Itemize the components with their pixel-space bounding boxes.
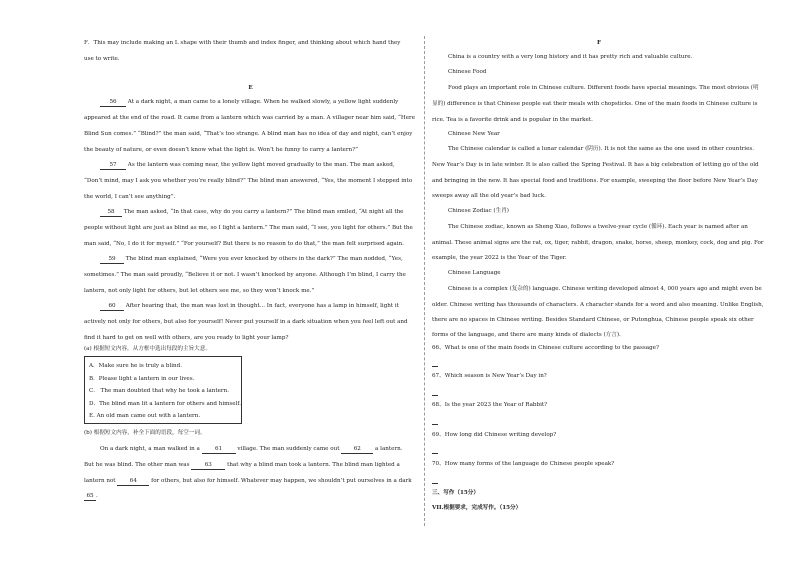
blank-64[interactable]: 64 [117, 478, 149, 486]
f-line-8: New Year’s Day is in late winter. It is also called the Spring Festival. It has a big celebration of letting go of the old [432, 162, 759, 168]
answer-line-67[interactable] [432, 395, 438, 396]
question-68: 68、Is the year 2023 the Year of Rabbit? [432, 402, 548, 408]
para56-line-1 [84, 99, 417, 107]
para58-text: The man asked, “In that case, why do you carry a lantern?” The blind man smiled, “At night all the [123, 209, 404, 215]
f-line-3: Food plays an important role in Chinese culture. Different foods have special meanings. The most obvious (明 [448, 85, 759, 91]
para57-line-2: “Don’t mind, may I ask you whether you’re really blind?” The blind man answered, “Yes, the moment I stepped into [84, 178, 413, 184]
para58-line-3: man said, “No, I do it for myself.” “For yourself? But there is no reason to do that,” the man felt surprised again. [84, 241, 404, 247]
para56-line-2: appeared at the end of the road. It came from a lantern which was carried by a man. A villager near him said, “Here [84, 115, 415, 121]
answer-line-69[interactable] [432, 453, 438, 454]
blank-62[interactable]: 62 [341, 446, 373, 454]
para56-line-3: Blind Sun comes.” “Blind?” the man said, “That’s too strange. A blind man has no idea of day and night, can’t enjoy [84, 131, 413, 137]
summary-line-2 [84, 462, 417, 470]
summary-line-4 [84, 493, 417, 501]
f-line-14: example, the year 2022 is the Year of the Tiger. [432, 255, 567, 261]
para57-line-3: the world, I can’t see anything”. [84, 194, 176, 200]
f-line-13: animal. These animal signs are the rat, ox, tiger, rabbit, dragon, snake, horse, sheep, monkey, cock, dog and pig. For [432, 240, 764, 246]
question-67: 67、Which season is New Year’s Day in? [432, 373, 547, 379]
para60-line-2: actively not only for others, but also for yourself! Never put yourself in a dark situation when you feel left out and [84, 319, 408, 325]
option-c: C． The man doubted that why he took a lantern. [89, 388, 229, 395]
summary-text: On a dark night, a man walked in a [100, 446, 202, 452]
heading-chinese-new-year: Chinese New Year [448, 131, 500, 137]
f-line-19: forms of the language, and there are many kinds of dialects (方言). [432, 332, 621, 338]
summary-line-3 [84, 478, 417, 486]
f-line-16: Chinese is a complex (复杂的) language. Chinese writing developed almost 4, 000 years ago and might even be [448, 286, 762, 292]
summary-line-1 [84, 446, 417, 454]
summary-text: that why a blind man took a lantern. The blind man lighted a [225, 462, 400, 468]
para59-line-3: lantern, not only light for others, but let others see me, so they won’t knock me.” [84, 288, 315, 294]
blank-65[interactable]: 65 [84, 493, 96, 501]
para59-line-1 [84, 256, 417, 264]
blank-63[interactable]: 63 [191, 462, 225, 470]
section-e-heading: E [248, 85, 253, 91]
f-line-18: there are no spaces in Chinese writing. Besides Standard Chinese, or Putonghua, Chinese people speak six other [432, 317, 754, 323]
f-line-7: The Chinese calendar is called a lunar calendar (阴历). It is not the same as the one used in other countries. [448, 146, 755, 152]
f-answer-line-1: F．This may include making an L shape with their thumb and index finger, and thinking about which hand they [84, 40, 401, 46]
para59-line-2: sometimes.” The man said proudly, “Believe it or not. I wasn’t knocked by anyone. Although I’m blind, I carry the [84, 272, 406, 278]
instruction-a: (a) 根据短文内容，从方框中选出每段的主旨大意。 [84, 346, 211, 352]
question-69: 69、How long did Chinese writing develop? [432, 432, 557, 438]
blank-57[interactable]: 57 [100, 162, 126, 170]
para58-line-1 [84, 209, 417, 217]
para60-line-1 [84, 303, 417, 311]
column-divider [424, 36, 425, 526]
summary-text: But he was blind. The other man was [84, 462, 192, 468]
f-line-12: The Chinese zodiac, known as Sheng Xiao, follows a twelve-year cycle (循环). Each year is named after an [448, 224, 748, 230]
answer-line-70[interactable] [432, 483, 438, 484]
summary-text: for others, but also for himself. Whatever may happen, we shouldn’t put ourselves in a dark [149, 478, 412, 484]
answer-line-68[interactable] [432, 424, 438, 425]
para60-line-3: find it hard to get on well with others, are you ready to light your lamp? [84, 335, 289, 341]
para57-text: As the lantern was coming near, the yellow light moved gradually to the man. The man asked, [127, 162, 395, 168]
section-f-heading: F [597, 40, 601, 46]
para57-line-1 [84, 162, 417, 170]
f-answer-line-2: use to write. [84, 56, 120, 62]
section-seven-heading: VII.根据要求，完成写作。（15分） [432, 505, 522, 511]
option-a: A．Make sure he is truly a blind. [89, 363, 183, 369]
blank-61[interactable]: 61 [202, 446, 236, 454]
right-column [432, 0, 766, 566]
question-70: 70、How many forms of the language do Chinese people speak? [432, 461, 615, 467]
para60-text: After hearing that, the man was lost in thought... In fact, everyone has a lamp in himself, light it [125, 303, 399, 309]
para56-text: At a dark night, a man came to a lonely village. When he walked slowly, a yellow light suddenly [127, 99, 399, 105]
f-line-4: 显的) difference is that Chinese people eat their meals with chopsticks. One of the main foods in Chinese culture is [432, 101, 758, 107]
f-line-9: and bringing in the new. It has special food and traditions. For example, sweeping the floor before New Year’s Day [432, 178, 758, 184]
f-line-10: sweeps away all the old year’s bad luck. [432, 193, 546, 199]
blank-59[interactable]: 59 [100, 256, 124, 264]
section-three-heading: 三、写作（15分） [432, 490, 479, 496]
blank-58[interactable]: 58 [100, 209, 122, 217]
heading-chinese-zodiac: Chinese Zodiac (生肖) [448, 208, 509, 214]
options-box [84, 356, 242, 424]
heading-chinese-food: Chinese Food [448, 69, 487, 75]
para56-line-4: the beauty of nature, or even doesn’t know what the light is. Won’t he funny to carry a lantern?” [84, 147, 358, 153]
option-d: D．The blind man lit a lantern for others and himself. [89, 400, 242, 407]
f-line-1: China is a country with a very long history and it has pretty rich and valuable culture. [448, 54, 693, 60]
summary-text: village. The man suddenly came out [235, 446, 342, 452]
para59-text: The blind man explained, “Were you ever knocked by others in the dark?” The man nodded, “Yes, [125, 256, 403, 262]
answer-line-66[interactable] [432, 366, 438, 367]
f-line-17: older. Chinese writing has thousands of characters. A character stands for a word and also meaning. Unlike English, [432, 302, 764, 308]
blank-60[interactable]: 60 [100, 303, 124, 311]
summary-text: a lantern. [373, 446, 403, 452]
heading-chinese-language: Chinese Language [448, 270, 501, 276]
summary-text: lantern not [84, 478, 118, 484]
summary-text: . [96, 493, 98, 499]
option-b: B．Please light a lantern in our lives. [89, 375, 195, 382]
f-line-5: rice. Tea is a favorite drink and is popular in the market. [432, 117, 593, 123]
blank-56[interactable]: 56 [100, 99, 126, 107]
para58-line-2: people without light are just as blind as me, so I light a lantern.” The man said, “I see, you light for others.” But the [84, 225, 413, 231]
left-column [84, 0, 417, 566]
question-66: 66、What is one of the main foods in Chinese culture according to the passage? [432, 345, 659, 351]
option-e: E. An old man came out with a lantern. [89, 413, 201, 420]
instruction-b: (b) 根据短文内容，补全下面的语段，每空一词。 [84, 430, 206, 436]
